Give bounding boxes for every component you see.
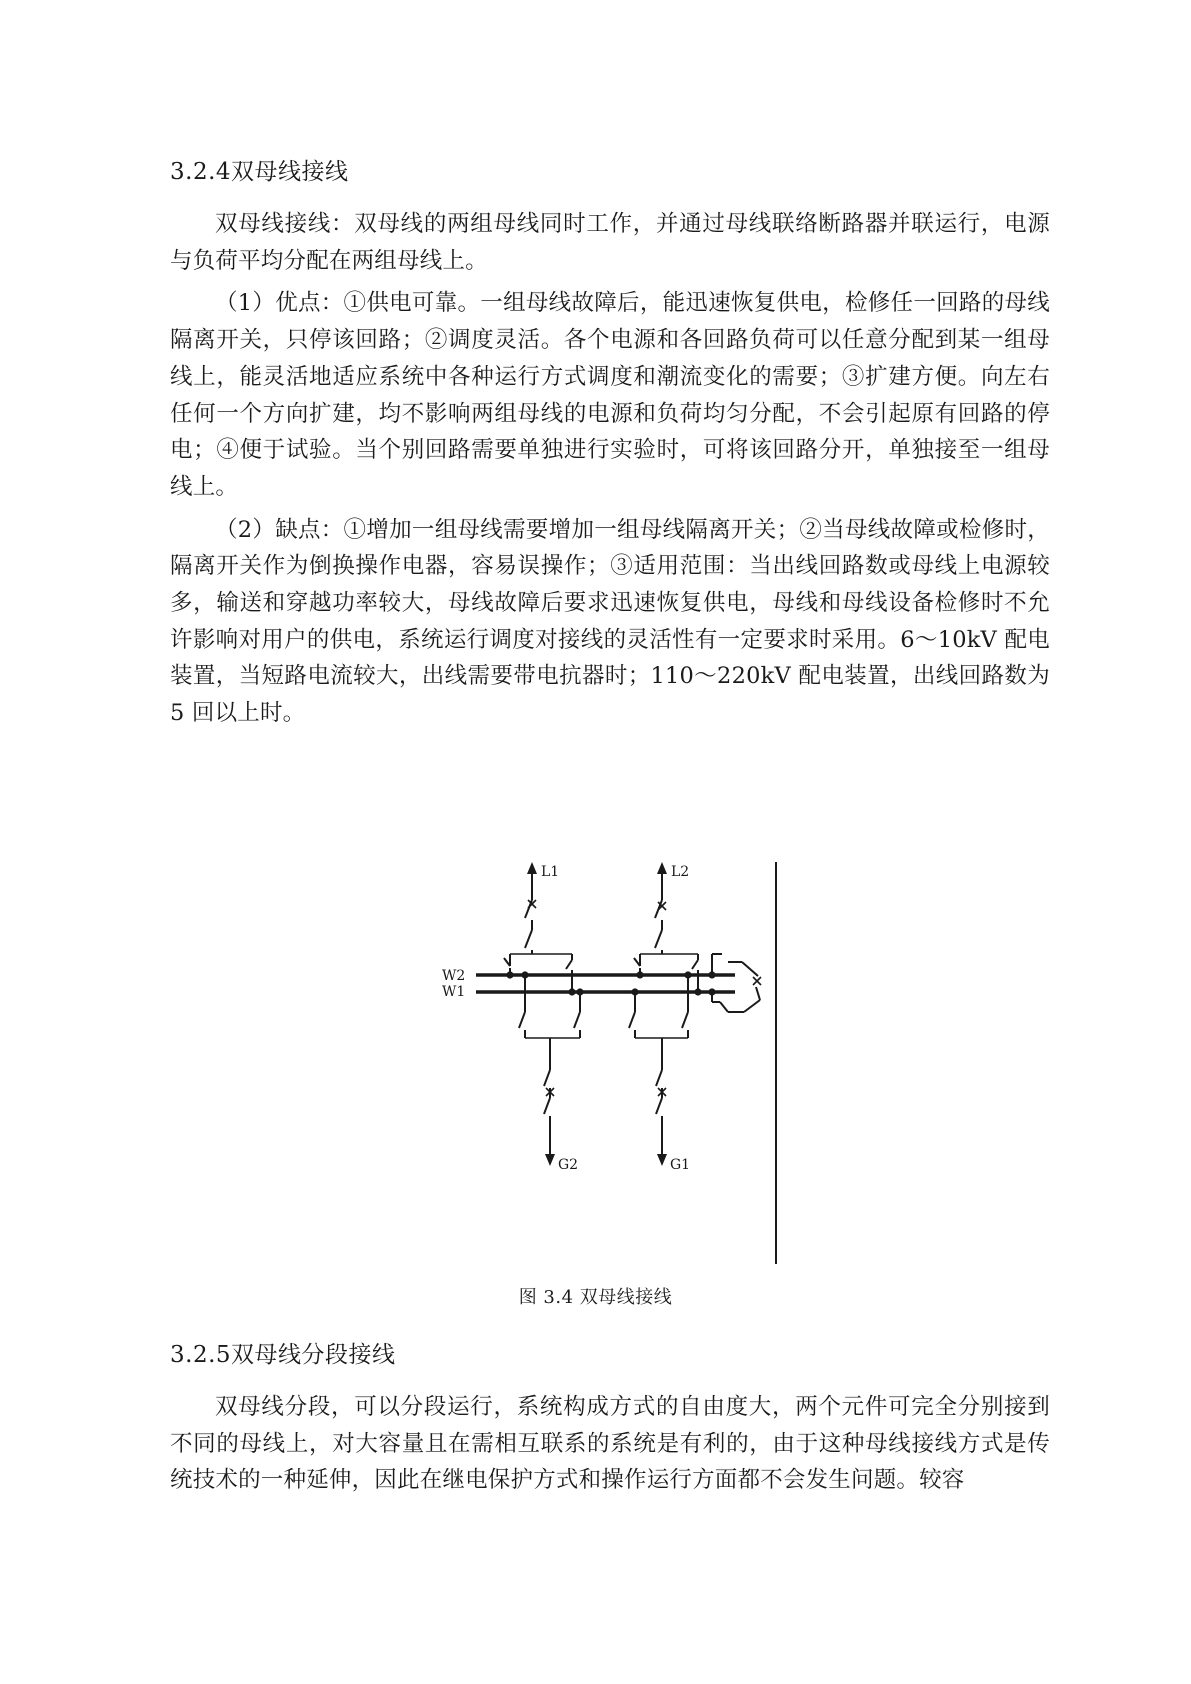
paragraph-intro: 双母线接线：双母线的两组母线同时工作，并通过母线联络断路器并联运行，电源与负荷平均分配在两组母线上。 xyxy=(170,211,1050,274)
feeder-g2 xyxy=(519,975,580,1158)
section-heading-3-2-5: 3.2.5双母线分段接线 xyxy=(170,1342,396,1368)
arrow-down-icon xyxy=(657,1154,667,1166)
arrow-up-icon xyxy=(527,862,537,874)
arrow-up-icon xyxy=(657,862,667,874)
paragraph-advantages: （1）优点：①供电可靠。一组母线故障后，能迅速恢复供电，检修任一回路的母线隔离开关，只停该回路；②调度灵活。各个电源和各回路负荷可以任意分配到某一组母线上，能灵活地适应系统中各种运行方式调度和潮流变化的需要；③扩建方便。向左右任何一个方向扩建，均不影响两组母线的电源和负荷均匀分配，不会引起原有回路的停电；④便于试验。当个别回路需要单独进行实验时，可将该回路分开，单独接至一组母线上。 xyxy=(170,290,1050,500)
label-w1: W1 xyxy=(442,984,466,1000)
double-busbar-diagram xyxy=(430,862,790,1272)
label-l2: L2 xyxy=(671,864,690,880)
section-body-3-2-5 xyxy=(170,1389,1050,1499)
feeder-g1 xyxy=(629,975,688,1158)
label-g1: G1 xyxy=(670,1157,691,1173)
figure-caption: 图 3.4 双母线接线 xyxy=(518,1287,673,1308)
section-body-3-2-4 xyxy=(170,206,1050,732)
paragraph-disadvantages: （2）缺点：①增加一组母线需要增加一组母线隔离开关；②当母线故障或检修时，隔离开关作为倒换操作电器，容易误操作；③适用范围：当出线回路数或母线上电源较多，输送和穿越功率较大，母线故障后要求迅速恢复供电，母线和母线设备检修时不允许影响对用户的供电，系统运行调度对接线的灵活性有一定要求时采用。6～10kV 配电装置，当短路电流较大，出线需要带电抗器时；110～220kV 配电装置，出线回路数为 5 回以上时。 xyxy=(170,516,1050,727)
section-heading-3-2-4: 3.2.4双母线接线 xyxy=(170,159,349,185)
bus-coupler xyxy=(712,954,760,1012)
label-l1: L1 xyxy=(541,864,560,880)
arrow-down-icon xyxy=(545,1154,555,1166)
feeder-l1 xyxy=(504,864,572,992)
label-w2: W2 xyxy=(442,968,466,984)
diagram-svg xyxy=(430,862,790,1272)
label-g2: G2 xyxy=(558,1157,579,1173)
paragraph-double-bus-sectioned: 双母线分段，可以分段运行，系统构成方式的自由度大，两个元件可完全分别接到不同的母线上，对大容量且在需相互联系的系统是有利的，由于这种母线接线方式是传统技术的一种延伸，因此在继电保护方式和操作运行方面都不会发生问题。较容 xyxy=(170,1394,1050,1494)
